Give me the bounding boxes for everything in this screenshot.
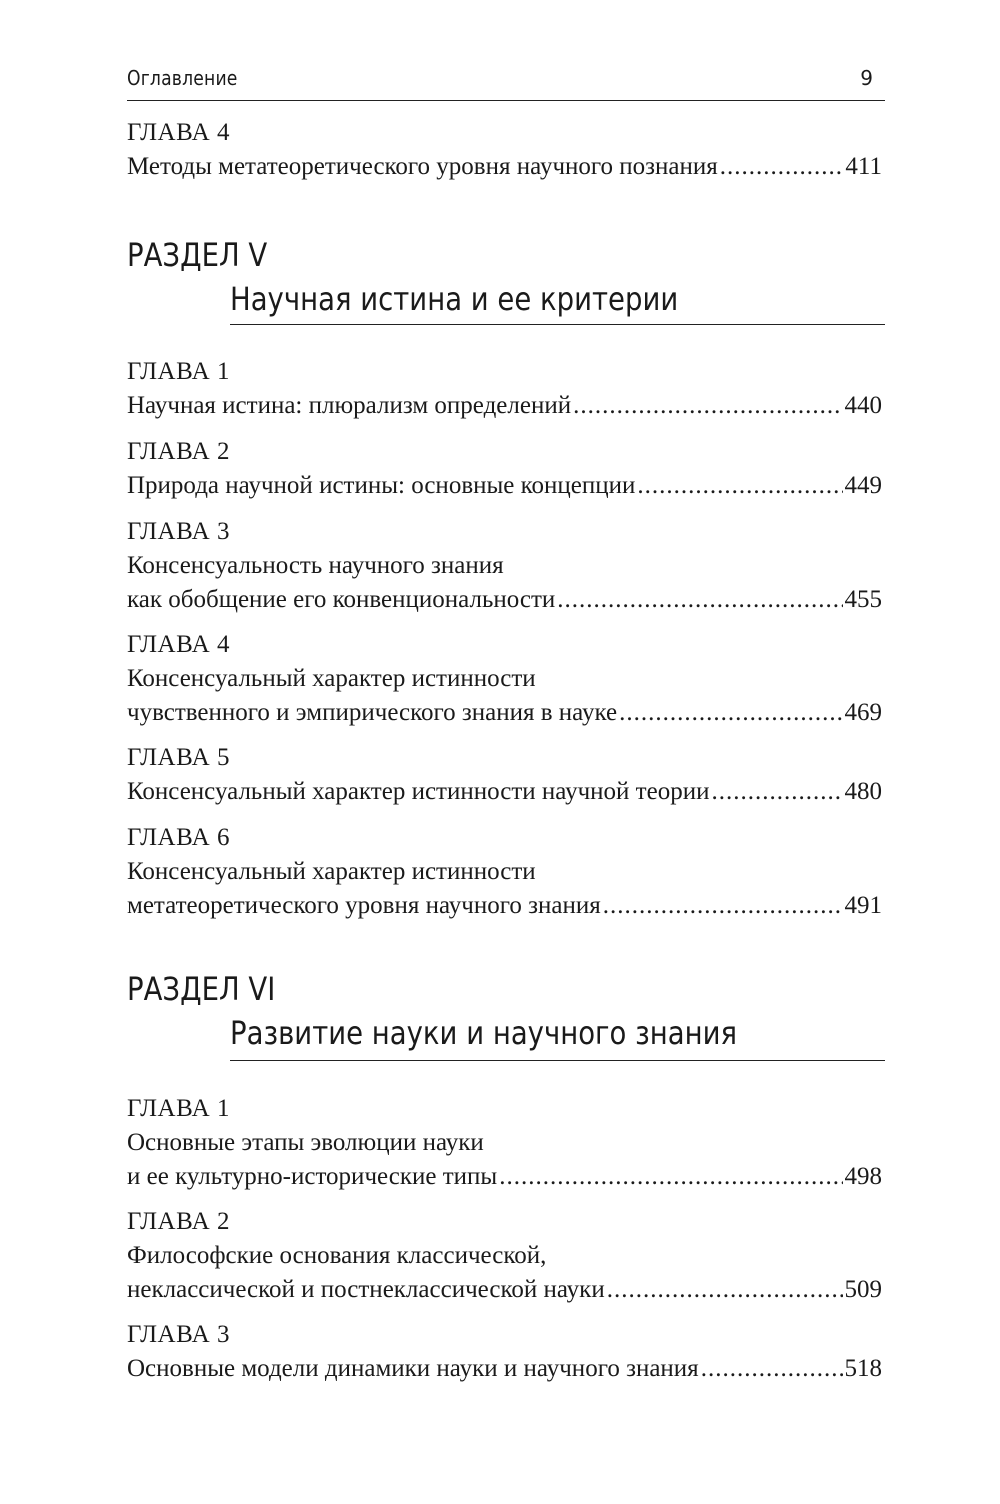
chapter-title-line: Консенсуальный характер истинности bbox=[127, 858, 536, 885]
leader-dots bbox=[701, 1352, 843, 1386]
chapter-page: 469 bbox=[844, 699, 882, 726]
chapter-title: Научная истина: плюрализм определений bbox=[127, 392, 572, 419]
chapter-title: чувственного и эмпирического знания в науке bbox=[127, 699, 618, 726]
leader-dots bbox=[637, 469, 842, 503]
chapter-label: ГЛАВА 4 bbox=[127, 631, 230, 658]
toc-entry-s5-chapter-6[interactable] bbox=[127, 821, 882, 923]
chapter-page: 449 bbox=[844, 472, 882, 499]
chapter-label: ГЛАВА 6 bbox=[127, 824, 230, 851]
chapter-title-line: Философские основания классической, bbox=[127, 1242, 547, 1269]
toc-entry-s6-chapter-2[interactable] bbox=[127, 1205, 882, 1307]
chapter-title: Консенсуальный характер истинности научной теории bbox=[127, 778, 710, 805]
toc-entry-s5-chapter-1[interactable] bbox=[127, 355, 882, 423]
section-5-title-block bbox=[230, 280, 885, 325]
chapter-title: Основные модели динамики науки и научного знания bbox=[127, 1355, 699, 1382]
entry-line bbox=[127, 469, 882, 503]
section-6-label bbox=[127, 970, 299, 1008]
chapter-title-line: Консенсуальность научного знания bbox=[127, 552, 504, 579]
entry-line bbox=[127, 389, 882, 423]
chapter-label: ГЛАВА 1 bbox=[127, 1095, 230, 1122]
chapter-title-line: Основные этапы эволюции науки bbox=[127, 1129, 484, 1156]
toc-entry-s5-chapter-5[interactable] bbox=[127, 741, 882, 809]
chapter-page: 518 bbox=[844, 1355, 882, 1382]
toc-entry-s5-chapter-2[interactable] bbox=[127, 435, 882, 503]
chapter-label: ГЛАВА 3 bbox=[127, 1321, 230, 1348]
chapter-title: как обобщение его конвенциональности bbox=[127, 586, 556, 613]
section-label-text: РАЗДЕЛ VI bbox=[127, 970, 276, 1008]
section-6-title-block bbox=[230, 1014, 885, 1061]
entry-line bbox=[127, 1352, 882, 1386]
chapter-page: 498 bbox=[844, 1163, 882, 1190]
chapter-page: 455 bbox=[844, 586, 882, 613]
toc-entry-s6-chapter-1[interactable] bbox=[127, 1092, 882, 1194]
section-5-label bbox=[127, 236, 290, 274]
chapter-label: ГЛАВА 2 bbox=[127, 438, 230, 465]
chapter-title: метатеоретического уровня научного знания bbox=[127, 892, 601, 919]
section-label-text: РАЗДЕЛ V bbox=[127, 236, 268, 274]
chapter-label: ГЛАВА 4 bbox=[127, 119, 230, 146]
chapter-title: Методы метатеоретического уровня научного познания bbox=[127, 153, 718, 180]
chapter-label: ГЛАВА 2 bbox=[127, 1208, 230, 1235]
chapter-page: 480 bbox=[844, 778, 882, 805]
leader-dots bbox=[607, 1273, 843, 1307]
entry-line bbox=[127, 696, 882, 730]
section-title: Научная истина и ее критерии bbox=[230, 280, 679, 318]
entry-line bbox=[127, 583, 882, 617]
page-number: 9 bbox=[860, 66, 873, 90]
section-title: Развитие науки и научного знания bbox=[230, 1014, 738, 1052]
chapter-label: ГЛАВА 1 bbox=[127, 358, 230, 385]
chapter-page: 440 bbox=[844, 392, 882, 419]
leader-dots bbox=[603, 889, 843, 923]
entry-line bbox=[127, 889, 882, 923]
entry-line bbox=[127, 150, 882, 184]
leader-dots bbox=[557, 583, 842, 617]
entry-line bbox=[127, 1160, 882, 1194]
running-head-title: Оглавление bbox=[127, 66, 238, 90]
entry-line bbox=[127, 775, 882, 809]
leader-dots bbox=[619, 696, 842, 730]
leader-dots bbox=[499, 1160, 842, 1194]
chapter-page: 491 bbox=[844, 892, 882, 919]
chapter-label: ГЛАВА 3 bbox=[127, 518, 230, 545]
toc-entry-top-chapter-4[interactable] bbox=[127, 116, 882, 184]
chapter-title-line: Консенсуальный характер истинности bbox=[127, 665, 536, 692]
toc-entry-s5-chapter-4[interactable] bbox=[127, 628, 882, 730]
entry-line bbox=[127, 1273, 882, 1307]
leader-dots bbox=[711, 775, 842, 809]
leader-dots bbox=[573, 389, 842, 423]
chapter-page: 411 bbox=[845, 153, 882, 180]
chapter-title: Природа научной истины: основные концепции bbox=[127, 472, 636, 499]
leader-dots bbox=[720, 150, 844, 184]
running-head bbox=[127, 66, 885, 101]
chapter-label: ГЛАВА 5 bbox=[127, 744, 230, 771]
chapter-title: неклассической и постнеклассической науки bbox=[127, 1276, 605, 1303]
toc-entry-s6-chapter-3[interactable] bbox=[127, 1318, 882, 1386]
chapter-page: 509 bbox=[844, 1276, 882, 1303]
chapter-title: и ее культурно-исторические типы bbox=[127, 1163, 498, 1190]
toc-entry-s5-chapter-3[interactable] bbox=[127, 515, 882, 617]
